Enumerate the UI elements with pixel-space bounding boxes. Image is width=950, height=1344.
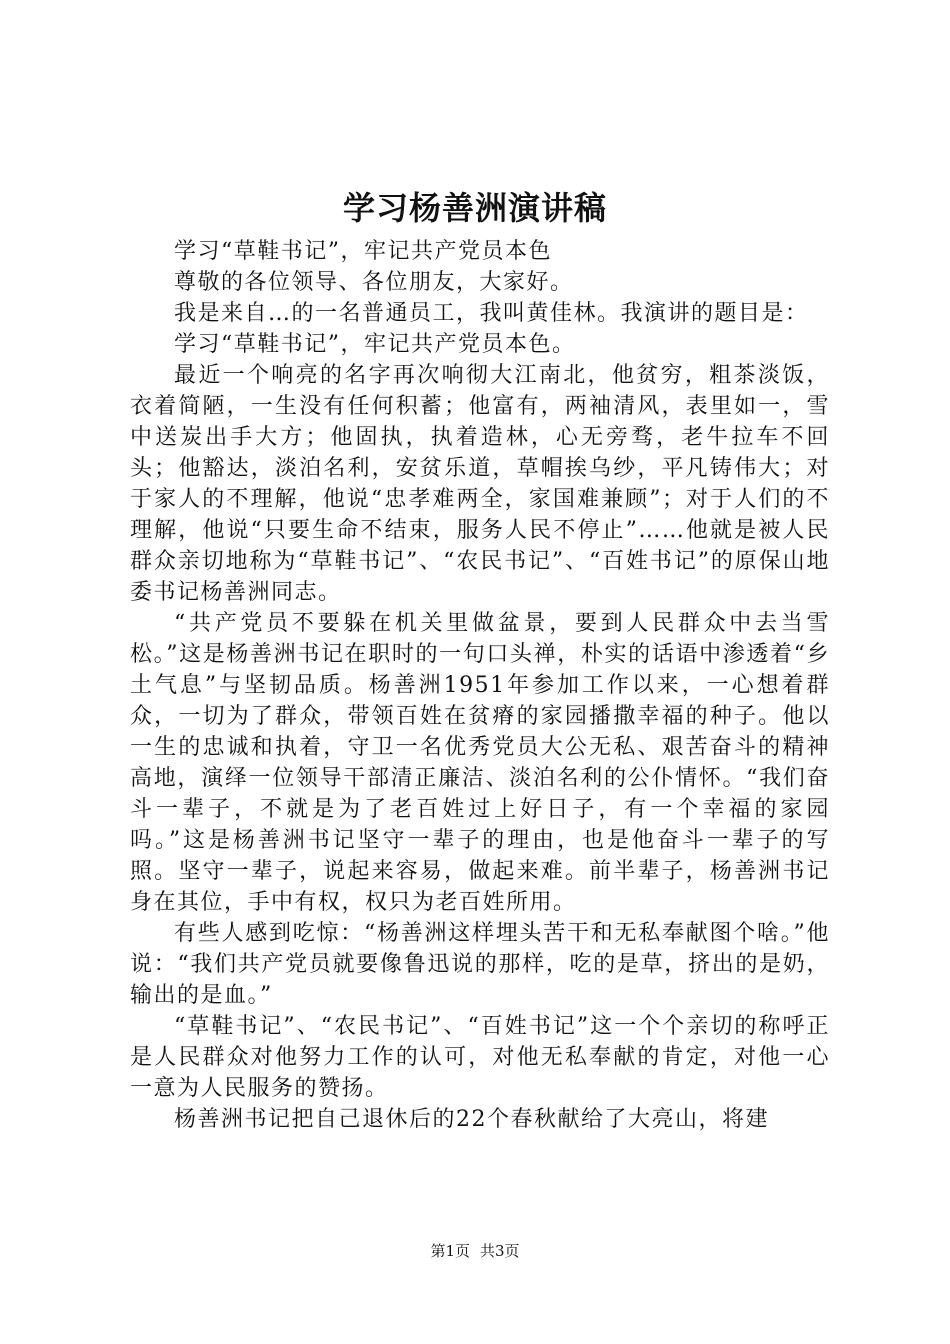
paragraph-greeting: 尊敬的各位领导、各位朋友，大家好。 (174, 270, 574, 295)
document-title: 学习杨善洲演讲稿 (342, 189, 607, 227)
page-total: 共3页 (480, 1242, 520, 1260)
page-number: 第1页 (430, 1242, 470, 1260)
paragraph-topic: 学习“草鞋书记”，牢记共产党员本色。 (174, 332, 576, 357)
document-body (130, 236, 830, 1135)
paragraph-body: 杨善洲书记把自己退休后的22个春秋献给了大亮山，将建 (174, 1107, 769, 1132)
paragraph-body: “共产党员不要躲在机关里做盆景，要到人民群众中去当雪松。”这是杨善洲书记在职时的一句口头禅，朴实的话语中渗透着“乡土气息”与坚韧品质。杨善洲1951年参加工作以来，一心想着群众，一切为了群众，带领百姓在贫瘠的家园播撒幸福的种子。他以一生的忠诚和执着，守卫一名优秀党员大公无私、艰苦奋斗的精神高地，演绎一位领导干部清正廉洁、淡泊名利的公仆情怀。“我们奋斗一辈子，不就是为了老百姓过上好日子，有一个幸福的家园吗。”这是杨善洲书记坚守一辈子的理由，也是他奋斗一辈子的写照。坚守一辈子，说起来容易，做起来难。前半辈子，杨善洲书记身在其位，手中有权，权只为老百姓所用。 (130, 611, 830, 915)
paragraph-body: “草鞋书记”、“农民书记”、“百姓书记”这一个个亲切的称呼正是人民群众对他努力工作的认可，对他无私奉献的肯定，对他一心一意为人民服务的赞扬。 (130, 1014, 830, 1101)
paragraph-introduction: 我是来自…的一名普通员工，我叫黄佳林。我演讲的题目是： (174, 301, 809, 326)
paragraph-body: 最近一个响亮的名字再次响彻大江南北，他贫穷，粗茶淡饭，衣着简陋，一生没有任何积蓄；他富有，两袖清风，表里如一，雪中送炭出手大方；他固执，执着造林，心无旁骛，老牛拉车不回头；他豁达，淡泊名利，安贫乐道，草帽挨乌纱，平凡铸伟大；对于家人的不理解，他说“忠孝难两全，家国难兼顾”；对于人们的不理解，他说“只要生命不结束，服务人民不停止”……他就是被人民群众亲切地称为“草鞋书记”、“农民书记”、“百姓书记”的原保山地委书记杨善洲同志。 (130, 363, 831, 605)
page-footer (0, 1241, 950, 1261)
paragraph-body: 有些人感到吃惊：“杨善洲这样埋头苦干和无私奉献图个啥。”他说：“我们共产党员就要像鲁迅说的那样，吃的是草，挤出的是奶，输出的是血。” (130, 921, 830, 1008)
paragraph-subtitle: 学习“草鞋书记”，牢记共产党员本色 (174, 239, 552, 264)
